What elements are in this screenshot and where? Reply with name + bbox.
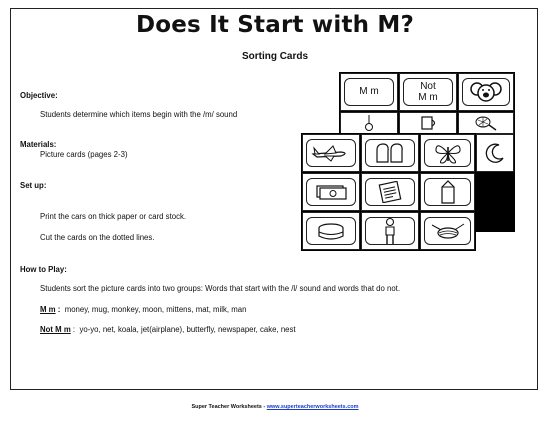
page-title: Does It Start with M? [135, 12, 415, 38]
card-newspaper [361, 173, 419, 211]
card-moon [476, 134, 514, 172]
yoyo-icon [362, 115, 376, 131]
card-money [302, 173, 360, 211]
footer-link[interactable]: www.superteacherworksheets.com [266, 404, 359, 410]
setup-heading: Set up: [20, 181, 47, 190]
money-icon [314, 183, 348, 201]
m-words-sep: : [55, 305, 61, 314]
card-koala [458, 73, 514, 111]
card-mug [399, 112, 457, 134]
card-net [458, 112, 514, 134]
page-footer [0, 404, 550, 410]
not-m-header-card-line1: Not [420, 80, 436, 92]
card-mittens [361, 134, 419, 172]
card-jet [302, 134, 360, 172]
objective-heading: Objective: [20, 91, 58, 100]
not-m-words-line [40, 325, 296, 334]
m-header-card-label: M m [359, 86, 379, 98]
m-header-card [340, 73, 398, 111]
not-m-words-list: yo-yo, net, koala, jet(airplane), butterfly, newspaper, cake, nest [79, 325, 296, 334]
card-butterfly [420, 134, 475, 172]
net-icon [474, 115, 498, 131]
card-nest [420, 212, 475, 250]
how-to-play-text: Students sort the picture cards into two groups: Words that start with the /l/ sound and words that do not. [40, 284, 401, 293]
mug-icon [418, 115, 438, 131]
materials-text: Picture cards (pages 2-3) [40, 150, 128, 159]
jet-icon [311, 143, 351, 163]
not-m-words-label: Not M m [40, 325, 71, 334]
not-m-header-card-line2: M m [418, 91, 438, 103]
card-man [361, 212, 419, 250]
m-words-line [40, 305, 246, 314]
cake-icon [314, 220, 348, 242]
milk-icon [439, 179, 457, 205]
materials-heading: Materials: [20, 140, 57, 149]
not-m-header-card [399, 73, 457, 111]
objective-text: Students determine which items begin with the /m/ sound [40, 110, 238, 119]
setup-step-1: Print the cars on thick paper or card stock. [40, 212, 187, 221]
setup-step-2: Cut the cards on the dotted lines. [40, 233, 155, 242]
card-yoyo [340, 112, 398, 134]
koala-icon [469, 80, 503, 104]
man-icon [382, 217, 398, 245]
page-subtitle: Sorting Cards [241, 51, 309, 62]
m-words-list: money, mug, monkey, moon, mittens, mat, milk, man [64, 305, 247, 314]
mittens-icon [373, 142, 407, 164]
newspaper-icon [376, 181, 404, 203]
footer-text: Super Teacher Worksheets - [191, 404, 267, 410]
card-milk [420, 173, 475, 211]
not-m-words-sep: : [70, 325, 76, 334]
how-to-play-heading: How to Play: [20, 265, 67, 274]
m-words-label: M m [40, 305, 56, 314]
nest-icon [431, 221, 465, 241]
butterfly-icon [433, 141, 463, 165]
card-cake [302, 212, 360, 250]
moon-icon [484, 142, 506, 164]
